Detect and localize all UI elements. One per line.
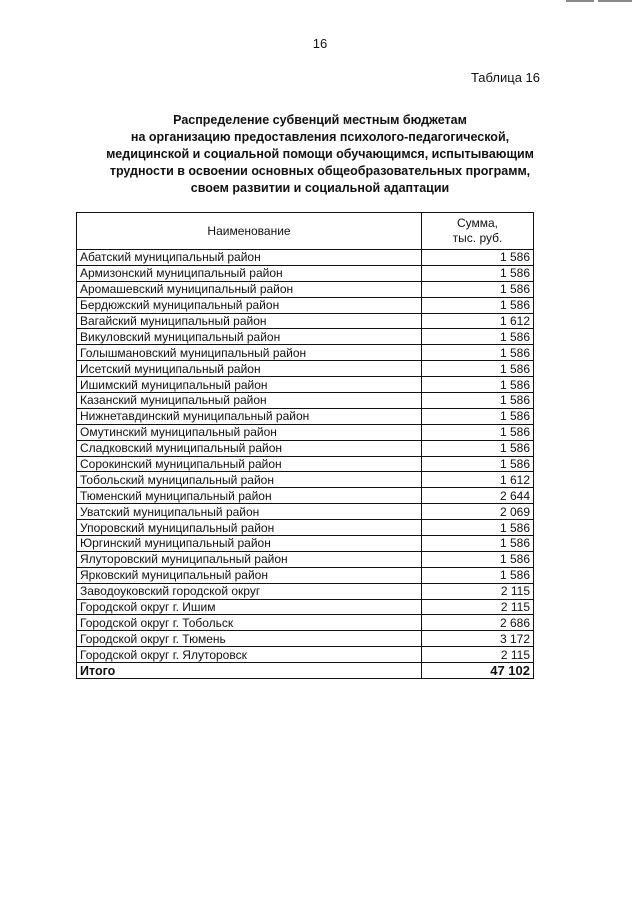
title-line: трудности в освоении основных общеобразовательных программ, (109, 164, 531, 178)
header-name: Наименование (77, 213, 422, 250)
row-name: Бердюжский муниципальный район (77, 297, 422, 313)
row-sum: 1 586 (422, 536, 534, 552)
total-label: Итого (77, 663, 422, 679)
table-row (77, 647, 534, 663)
row-sum: 1 612 (422, 472, 534, 488)
table-row (77, 504, 534, 520)
row-sum: 2 115 (422, 599, 534, 615)
document-title (60, 112, 580, 197)
row-sum: 1 586 (422, 567, 534, 583)
table-row (77, 440, 534, 456)
row-name: Аромашевский муниципальный район (77, 281, 422, 297)
row-sum: 2 115 (422, 647, 534, 663)
row-sum: 1 586 (422, 329, 534, 345)
table-row (77, 551, 534, 567)
row-sum: 1 586 (422, 250, 534, 266)
row-name: Тюменский муниципальный район (77, 488, 422, 504)
page-number: 16 (312, 36, 328, 51)
table-header-row (77, 213, 534, 250)
row-sum: 1 586 (422, 551, 534, 567)
total-sum: 47 102 (422, 663, 534, 679)
row-name: Городской округ г. Тюмень (77, 631, 422, 647)
total-row (77, 663, 534, 679)
table-row (77, 393, 534, 409)
row-sum: 1 612 (422, 313, 534, 329)
title-line: Распределение субвенций местным бюджетам (173, 113, 467, 127)
row-name: Абатский муниципальный район (77, 250, 422, 266)
row-sum: 1 586 (422, 377, 534, 393)
corner-mark (566, 0, 594, 2)
row-sum: 2 115 (422, 583, 534, 599)
table-row (77, 599, 534, 615)
table-row (77, 520, 534, 536)
title-line: на организацию предоставления психолого-педагогической, (130, 130, 510, 144)
row-sum: 2 069 (422, 504, 534, 520)
row-sum: 1 586 (422, 393, 534, 409)
table-row (77, 408, 534, 424)
row-name: Казанский муниципальный район (77, 393, 422, 409)
row-name: Сорокинский муниципальный район (77, 456, 422, 472)
row-name: Уватский муниципальный район (77, 504, 422, 520)
row-sum: 1 586 (422, 456, 534, 472)
table-row (77, 250, 534, 266)
title-line: медицинской и социальной помощи обучающимся, испытывающим (106, 147, 534, 161)
table-row (77, 631, 534, 647)
table-row (77, 297, 534, 313)
header-sum (422, 213, 534, 250)
table-row (77, 472, 534, 488)
row-name: Городской округ г. Ишим (77, 599, 422, 615)
row-name: Тобольский муниципальный район (77, 472, 422, 488)
row-sum: 2 644 (422, 488, 534, 504)
row-sum: 1 586 (422, 265, 534, 281)
row-name: Вагайский муниципальный район (77, 313, 422, 329)
row-sum: 1 586 (422, 297, 534, 313)
table-row (77, 456, 534, 472)
row-name: Сладковский муниципальный район (77, 440, 422, 456)
corner-mark (598, 0, 632, 2)
title-line: своем развитии и социальной адаптации (190, 181, 450, 195)
row-name: Упоровский муниципальный район (77, 520, 422, 536)
row-name: Юргинский муниципальный район (77, 536, 422, 552)
row-name: Армизонский муниципальный район (77, 265, 422, 281)
table-row (77, 345, 534, 361)
row-sum: 1 586 (422, 345, 534, 361)
table-row (77, 567, 534, 583)
table-row (77, 329, 534, 345)
row-name: Городской округ г. Ялуторовск (77, 647, 422, 663)
row-name: Городской округ г. Тобольск (77, 615, 422, 631)
row-name: Омутинский муниципальный район (77, 424, 422, 440)
row-name: Нижнетавдинский муниципальный район (77, 408, 422, 424)
table-row (77, 361, 534, 377)
row-name: Викуловский муниципальный район (77, 329, 422, 345)
row-sum: 1 586 (422, 408, 534, 424)
table-row (77, 488, 534, 504)
table-row (77, 424, 534, 440)
row-sum: 1 586 (422, 281, 534, 297)
row-name: Ишимский муниципальный район (77, 377, 422, 393)
row-sum: 2 686 (422, 615, 534, 631)
row-sum: 1 586 (422, 440, 534, 456)
row-sum: 3 172 (422, 631, 534, 647)
table-body (77, 250, 534, 679)
table-row (77, 265, 534, 281)
table-row (77, 536, 534, 552)
row-name: Ялуторовский муниципальный район (77, 551, 422, 567)
row-name: Исетский муниципальный район (77, 361, 422, 377)
row-name: Ярковский муниципальный район (77, 567, 422, 583)
row-name: Голышмановский муниципальный район (77, 345, 422, 361)
row-sum: 1 586 (422, 361, 534, 377)
header-sum-line: тыс. руб. (452, 231, 503, 245)
row-sum: 1 586 (422, 424, 534, 440)
table-row (77, 313, 534, 329)
table-row (77, 615, 534, 631)
subvention-table (76, 212, 534, 679)
table-label: Таблица 16 (470, 70, 540, 85)
row-name: Заводоуковский городской округ (77, 583, 422, 599)
table-row (77, 583, 534, 599)
table-row (77, 281, 534, 297)
table-row (77, 377, 534, 393)
row-sum: 1 586 (422, 520, 534, 536)
header-sum-line: Сумма, (456, 216, 499, 230)
